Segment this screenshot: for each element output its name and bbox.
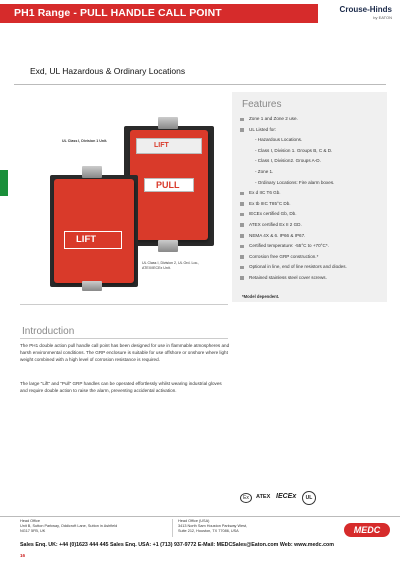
list-item: Zone 1 and Zone 2 use. (240, 114, 385, 125)
features-list (240, 114, 385, 284)
cable-gland-icon (82, 166, 102, 178)
medc-logo (344, 523, 390, 537)
intro-heading: Introduction (22, 326, 75, 337)
list-item: UL Listed for: (240, 125, 385, 136)
divider (20, 304, 228, 305)
call-point-pull-unit (130, 130, 208, 240)
ex-icon: Ex (240, 493, 252, 503)
footer-usa-line-1: 3413 North Sam Houston Parkway West, (178, 524, 248, 528)
caption-bottom-line-2: ATEX/IECEx Unit. (142, 265, 171, 270)
medc-logo-text: MEDC (353, 525, 381, 535)
intro-paragraph-1: The PH1 double action pull handle call point has been designed for use in flammable atmospheres and harsh environmental conditions. The GRP enclosure is suitable for use offshore or onshore where light weight combined with a high level of corrosion resistance is required. (20, 343, 230, 363)
list-item: - Class I, Division 1. Groups B, C & D. (255, 147, 333, 153)
list-item: Retained stainless steel cover screws. (240, 273, 385, 284)
list-item: - Class I, Division2. Groups A-D. (255, 158, 321, 164)
cable-gland-icon (82, 281, 102, 291)
intro-paragraph-2: The large "Lift" and "Pull" GRP handles can be operated effortlessly whilst wearing industrial gloves and require double action to raise the alarm, preventing accidental activation. (20, 381, 222, 394)
header (0, 0, 400, 34)
divider (0, 516, 400, 517)
caption-bottom-line-1: UL Class I, Division 2, UL Ord. Loc., (142, 261, 200, 265)
divider (14, 84, 386, 85)
section-tab (0, 170, 8, 196)
list-item: Ex tb IIIC T85°C Db. (240, 199, 385, 210)
footer-usa-address (178, 519, 247, 534)
product-photos (20, 95, 230, 300)
list-item: - Hazardous Locations. (255, 137, 303, 143)
page-subtitle: Exd, UL Hazardous & Ordinary Locations (30, 66, 186, 76)
cable-gland-icon (158, 240, 178, 252)
page-number: 16 (20, 553, 26, 558)
iecex-logo: IECEx (276, 493, 297, 500)
features-heading: Features (242, 99, 282, 110)
pull-label: PULL (156, 180, 180, 190)
list-item: - Zone 1. (255, 168, 274, 174)
sales-contact-line: Sales Enq. UK: +44 (0)1623 444 445 Sales Enq. USA: +1 (713) 937-9772 E-Mail: MEDCSales@Eaton.com Web: www.medc.com (20, 542, 334, 548)
call-point-lift-unit (54, 179, 134, 283)
brand-sub: by EATON (373, 15, 392, 20)
footer-usa-line-2: Suite 212, Houston, TX 77086, USA (178, 529, 239, 533)
cable-gland-icon (158, 117, 178, 129)
list-item: - Ordinary Locations: Fire alarm boxes. (255, 179, 335, 185)
caption-top: UL Class I, Division 1 Unit. (62, 139, 108, 143)
list-item: Optional in line, end of line resistors and diodes. (240, 262, 385, 273)
divider (20, 338, 228, 339)
model-note: *Model dependent. (242, 294, 280, 299)
brand-logo (340, 5, 392, 20)
list-item: NEMA 4X & 6. IP66 & IP67. (240, 231, 385, 242)
footer-uk-label: Head Office (20, 519, 40, 523)
ul-logo: UL (302, 491, 316, 505)
footer-uk-address (20, 519, 117, 534)
footer-usa-label: Head Office (USA) (178, 519, 210, 523)
list-item: Ex d IIC T6 Gb. (240, 188, 385, 199)
footer-uk-line-2: NG17 5FB, UK (20, 529, 46, 533)
page-title: PH1 Range - PULL HANDLE CALL POINT (14, 7, 222, 19)
list-item: Certified temperature: -55°C to +70°C*. (240, 241, 385, 252)
certification-logos (240, 491, 360, 505)
caption-bottom (142, 261, 212, 270)
list-item: Corrosion free GRP construction.* (240, 252, 385, 263)
features-panel (232, 92, 387, 302)
brand-name: Crouse-Hinds (339, 5, 392, 14)
list-item: IECEx certified Gb, Db. (240, 209, 385, 220)
list-item: ATEX certified Ex II 2 GD. (240, 220, 385, 231)
divider (172, 519, 173, 537)
footer-uk-line-1: Unit B, Sutton Parkway, Oddicroft Lane, Sutton in Ashfield (20, 524, 118, 528)
title-band (0, 4, 318, 23)
pull-handle (136, 138, 202, 154)
lift-label: LIFT (76, 234, 97, 245)
lift-label-small: LIFT (154, 142, 169, 149)
atex-logo: ATEX (256, 494, 271, 500)
